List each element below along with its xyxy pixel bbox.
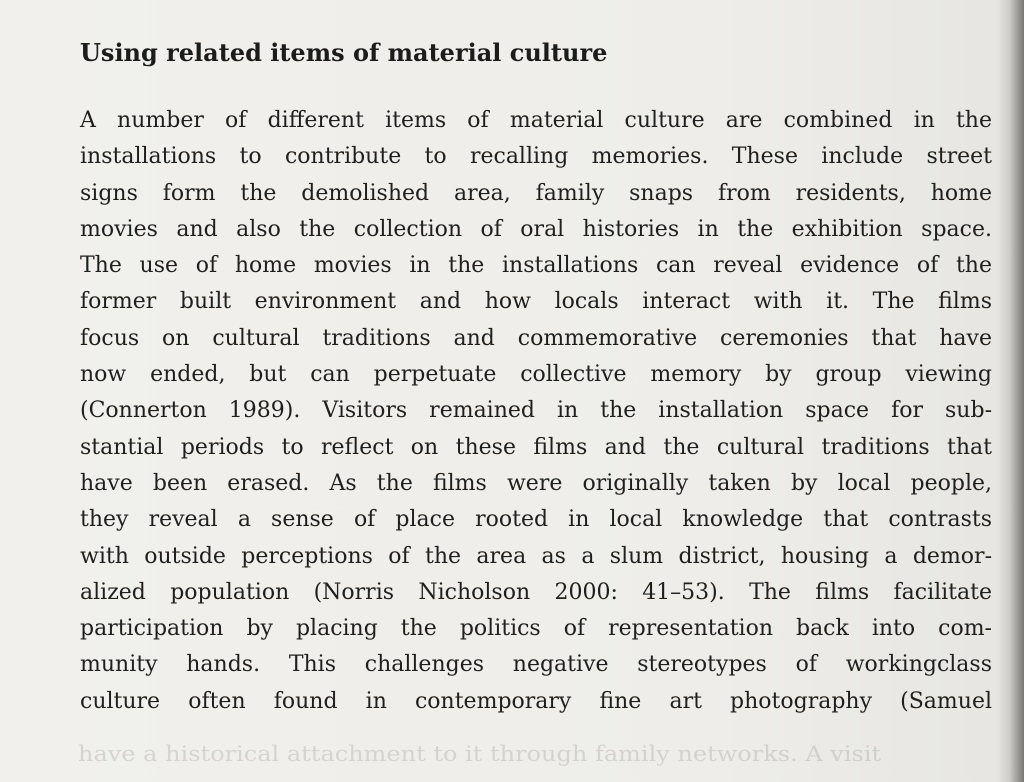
text-line: focus on cultural traditions and commemorative ceremonies that have xyxy=(80,325,992,351)
text-line: installations to contribute to recalling memories. These include street xyxy=(80,144,992,170)
bleed-through-text: have a historical attachment to it through family networks. A visit xyxy=(78,741,882,767)
text-line: stantial periods to reflect on these films and the cultural traditions that xyxy=(80,434,992,460)
page-gutter-shadow xyxy=(998,0,1024,782)
text-line: The use of home movies in the installations can reveal evidence of the xyxy=(80,253,992,279)
text-line: participation by placing the politics of representation back into com- xyxy=(80,616,992,642)
text-line: with outside perceptions of the area as a slum district, housing a demor- xyxy=(80,543,992,569)
text-line: now ended, but can perpetuate collective memory by group viewing xyxy=(80,362,992,388)
text-line: alized population (Norris Nicholson 2000: 41–53). The films facilitate xyxy=(80,579,992,605)
text-line: former built environment and how locals interact with it. The films xyxy=(80,289,992,315)
text-line: signs form the demolished area, family snaps from residents, home xyxy=(80,180,992,206)
text-line: have been erased. As the films were originally taken by local people, xyxy=(80,470,992,496)
body-paragraph xyxy=(80,103,992,720)
text-line: A number of different items of material culture are combined in the xyxy=(80,108,992,133)
text-line: (Connerton 1989). Visitors remained in the installation space for sub- xyxy=(80,398,992,424)
section-heading: Using related items of material culture xyxy=(80,38,608,67)
text-line: culture often found in contemporary fine art photography (Samuel xyxy=(80,688,992,714)
text-line: movies and also the collection of oral histories in the exhibition space. xyxy=(80,216,992,242)
text-line: they reveal a sense of place rooted in local knowledge that contrasts xyxy=(80,507,992,533)
text-line: munity hands. This challenges negative stereotypes of workingclass xyxy=(80,652,992,678)
